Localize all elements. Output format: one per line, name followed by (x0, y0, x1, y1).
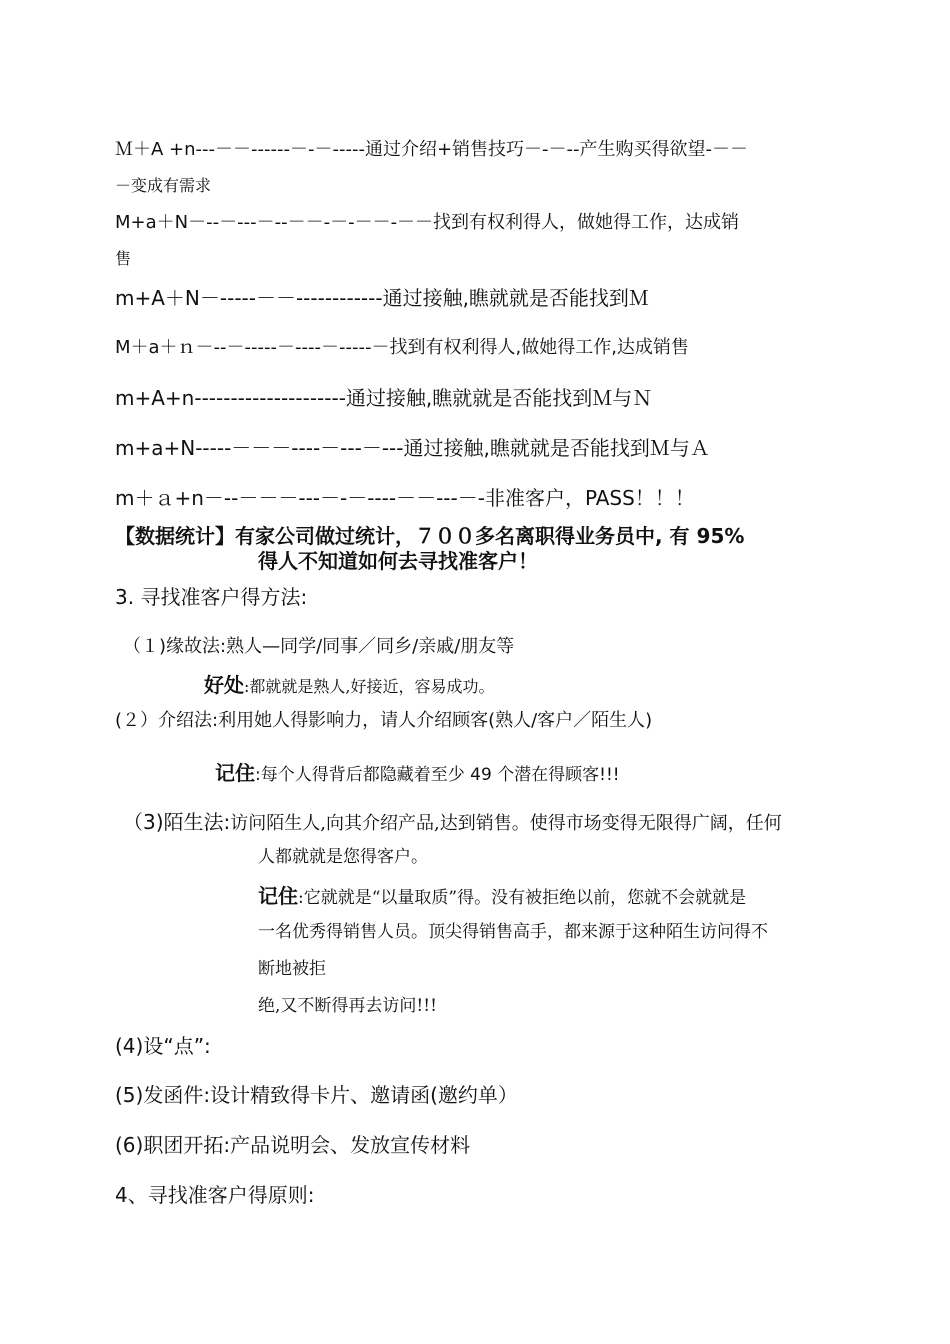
method-3-text: 访问陌生人,向其介绍产品,达到销售。使得市场变得无限得广阔，任何 (230, 813, 782, 834)
method-3 (123, 812, 782, 833)
method-3-continuation: 人都就就是您得客户。 (258, 847, 428, 867)
model-line: M+a＋N－--－---－--－－-－-－－-－－找到有权利得人，做她得工作，达成销 (115, 212, 740, 233)
model-line: m＋ａ+n－--－－－---－-－----－－---－-非准客户，PASS！！！ (115, 486, 695, 510)
method-4: (4)设“点”: (115, 1034, 211, 1058)
method-3-note (258, 886, 746, 907)
model-line: m+A＋N－-----－－------------通过接触,瞧就就是否能找到Ｍ (115, 286, 649, 310)
model-line: Ｍ＋A +n---－－------－-－-----通过介绍+销售技巧－-－--产生购买得欲望-－－ (115, 139, 749, 160)
model-line: m+a+N-----－－－----－---－---通过接触,瞧就就是否能找到Ｍ与Ａ (115, 436, 710, 460)
method-1: （１)缘故法:熟人—同学/同事／同乡/亲戚/朋友等 (123, 636, 515, 657)
method-6: (6)职团开拓:产品说明会、发放宣传材料 (115, 1133, 471, 1157)
note-label: 记住 (215, 761, 255, 785)
benefit-label: 好处 (204, 673, 244, 697)
benefit-text: :都就就是熟人,好接近，容易成功。 (244, 677, 495, 696)
model-line-continuation: 售 (115, 249, 132, 268)
stat-line-continuation: 得人不知道如何去寻找准客户！ (258, 549, 538, 573)
method-5: (5)发函件:设计精致得卡片、邀请函(邀约单） (115, 1083, 518, 1107)
model-line: M＋a＋ｎ－--－-----－----－-----－找到有权利得人,做她得工作,达成销售 (115, 337, 689, 358)
method-2-note (215, 763, 620, 784)
note-text: :每个人得背后都隐藏着至少 49 个潜在得顾客!!! (255, 765, 620, 785)
section-heading: 3. 寻找准客户得方法: (115, 585, 308, 609)
method-1-benefit (204, 675, 494, 695)
method-2: (２）介绍法:利用她人得影响力，请人介绍顾客(熟人/客户／陌生人) (115, 710, 653, 731)
model-line: m+A+n---------------------通过接触,瞧就就是否能找到Ｍ与Ｎ (115, 386, 653, 410)
note-text-line: 绝,又不断得再去访问!!! (258, 996, 437, 1016)
method-3-label: （3)陌生法: (123, 810, 231, 834)
note-text-line: 断地被拒 (258, 959, 326, 979)
note-text: :它就就是“以量取质”得。没有被拒绝以前，您就不会就就是 (298, 888, 747, 908)
note-label: 记住 (258, 884, 298, 908)
model-line-continuation: －变成有需求 (115, 176, 212, 195)
note-text-line: 一名优秀得销售人员。顶尖得销售高手，都来源于这种陌生访问得不 (258, 922, 768, 942)
stat-line: 【数据统计】有家公司做过统计，７００多名离职得业务员中, 有 95% (115, 524, 745, 548)
section-heading: 4、寻找准客户得原则: (115, 1183, 315, 1207)
